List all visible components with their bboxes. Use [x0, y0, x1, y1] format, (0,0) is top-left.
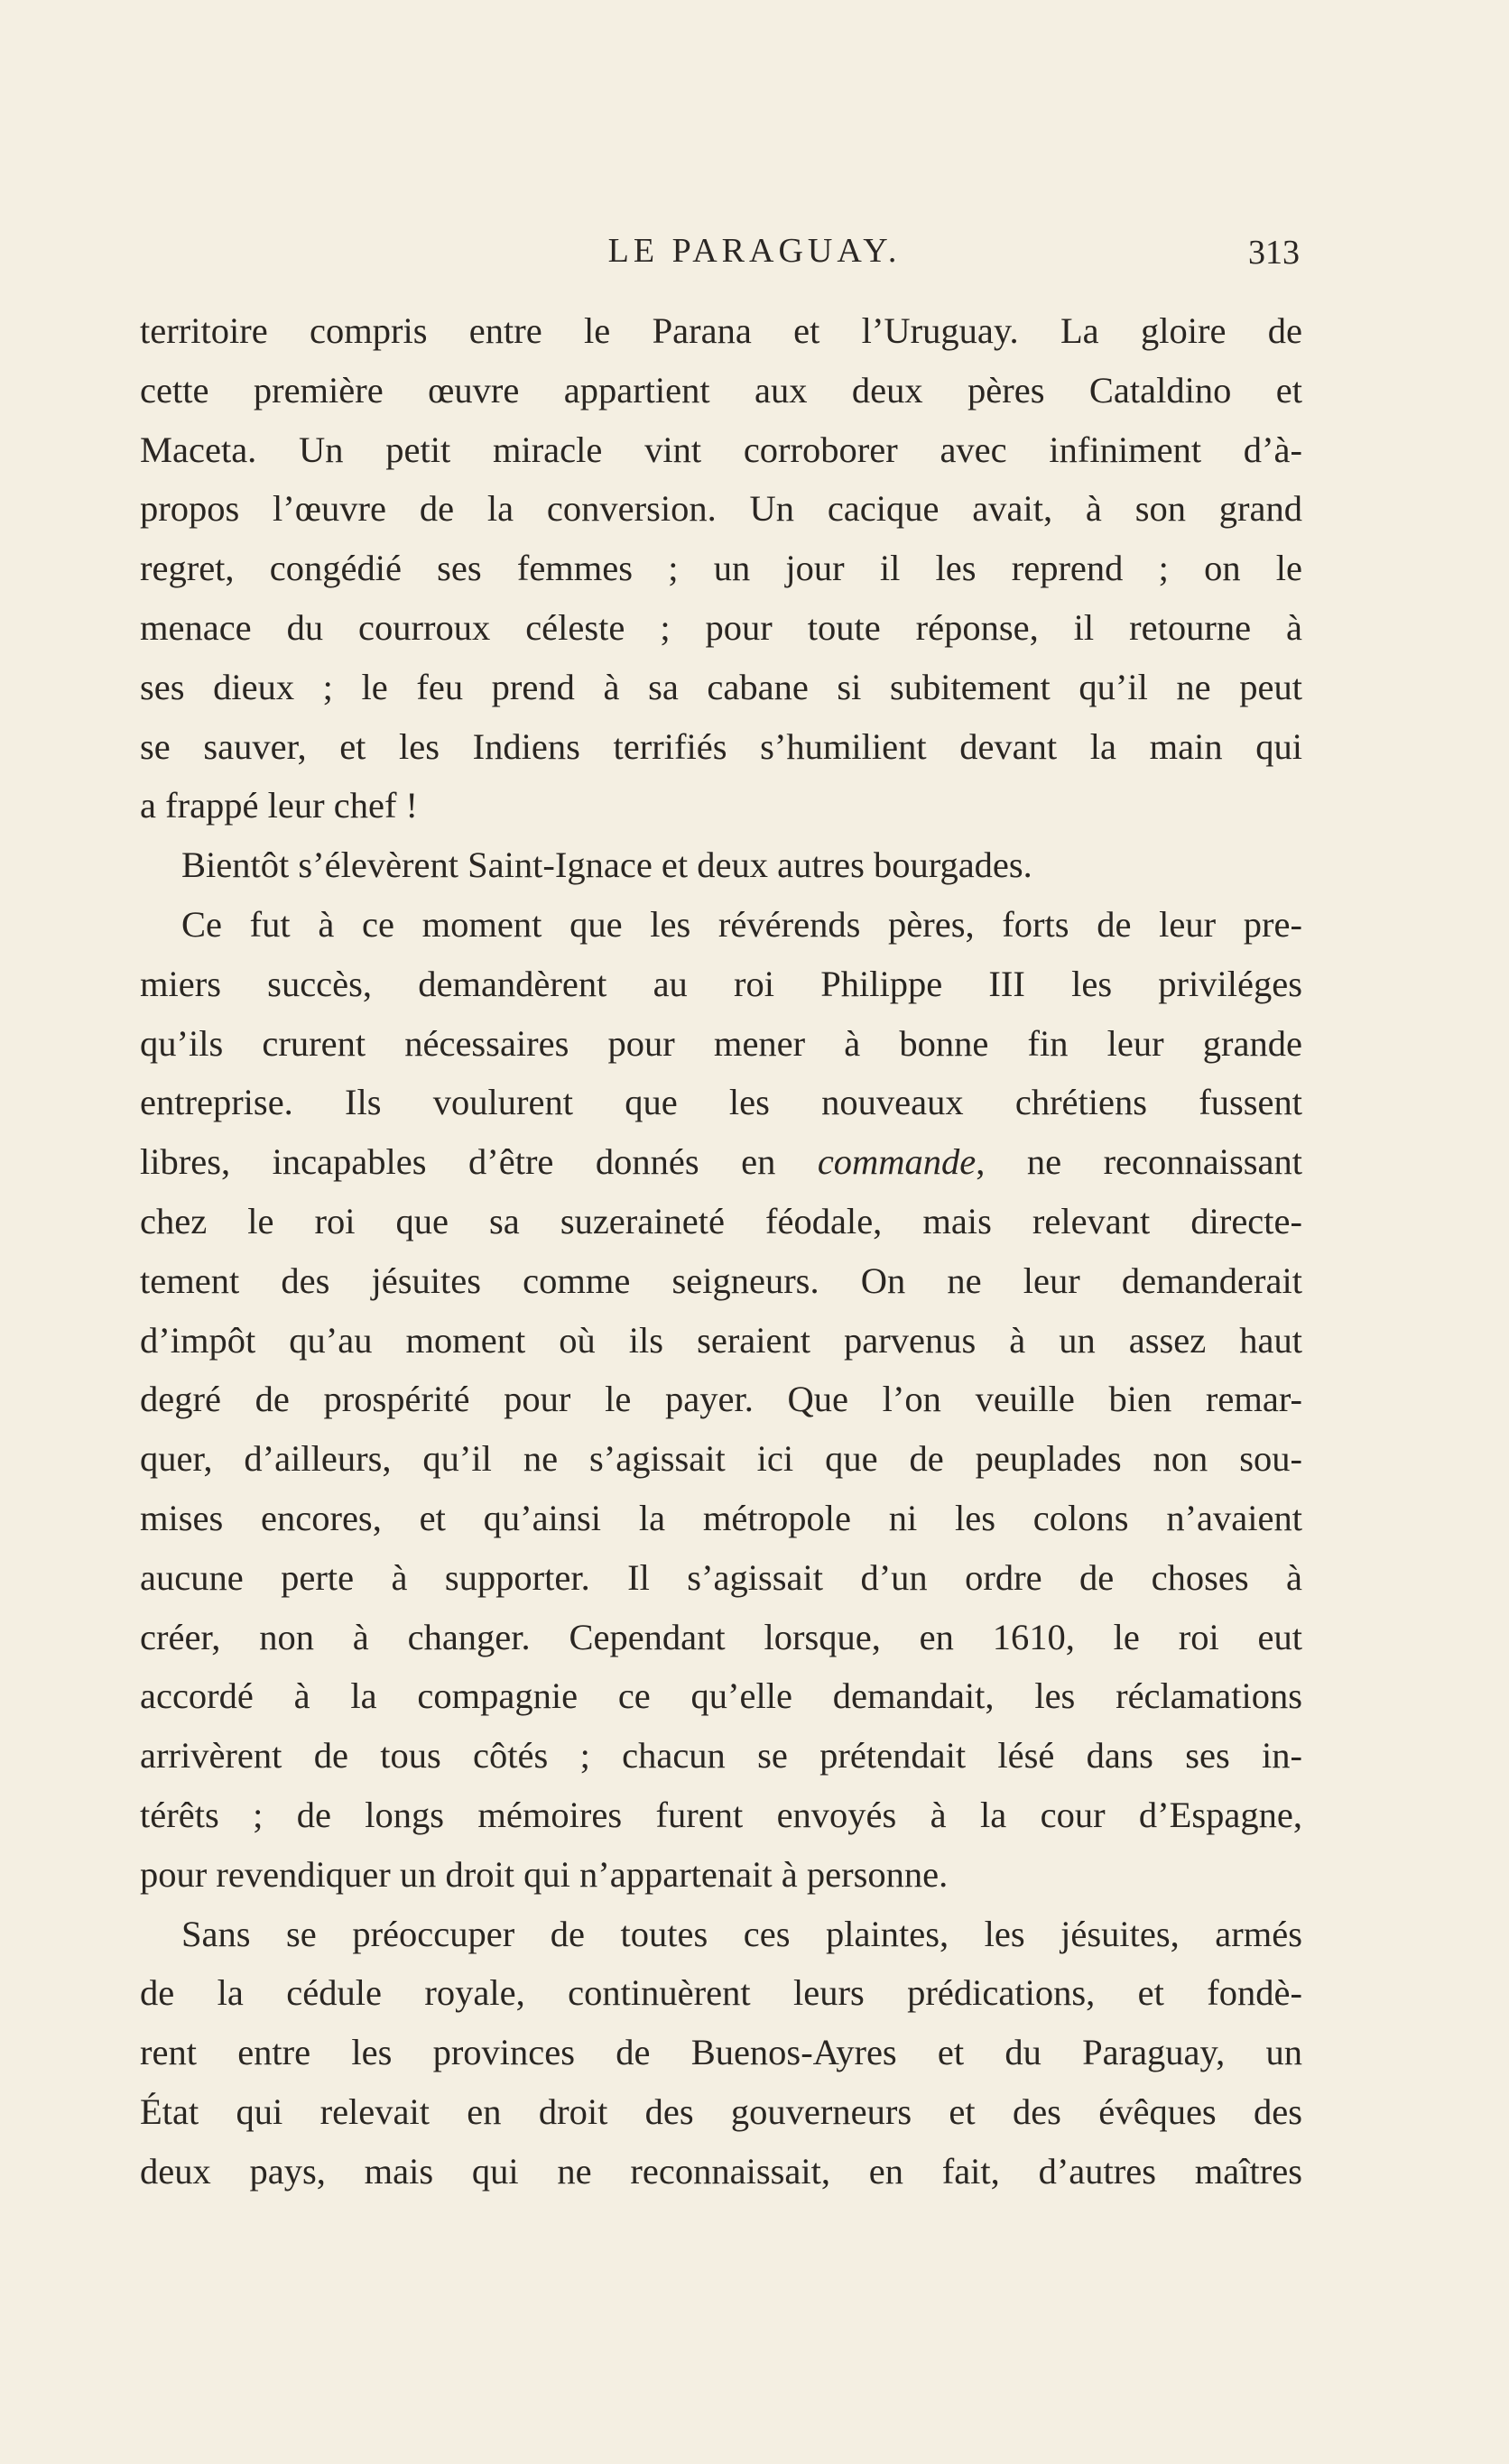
text-line: Ce fut à ce moment que les révérends pères, forts de leur pre- [181, 903, 1302, 945]
text-line: tement des jésuites comme seigneurs. On ne leur demanderait [140, 1260, 1302, 1301]
text-line: regret, congédié ses femmes ; un jour il les reprend ; on le [140, 548, 1302, 589]
text-line: État qui relevait en droit des gouverneurs et des évêques des [140, 2090, 1302, 2132]
text-line: arrivèrent de tous côtés ; chacun se prétendait lésé dans ses in- [140, 1735, 1302, 1776]
running-head [0, 224, 1509, 278]
text-line: entreprise. Ils voulurent que les nouveaux chrétiens fussent [140, 1082, 1302, 1123]
text-fragment: , ne reconnaissant [976, 1141, 1302, 1183]
text-line: miers succès, demandèrent au roi Philippe III les priviléges [140, 963, 1302, 1004]
text-line [140, 1132, 1302, 1192]
text-line: menace du courroux céleste ; pour toute réponse, il retourne à [140, 606, 1302, 648]
text-line: Sans se préoccuper de toutes ces plaintes, les jésuites, armés [181, 1913, 1302, 1954]
text-line: territoire compris entre le Parana et l’Uruguay. La gloire de [140, 310, 1302, 351]
text-line: térêts ; de longs mémoires furent envoyés à la cour d’Espagne, [140, 1794, 1302, 1835]
text-line: se sauver, et les Indiens terrifiés s’humilient devant la main qui [140, 725, 1302, 767]
text-line: degré de prospérité pour le payer. Que l’on veuille bien remar- [140, 1379, 1302, 1420]
text-line: ses dieux ; le feu prend à sa cabane si subitement qu’il ne peut [140, 666, 1302, 707]
text-line: d’impôt qu’au moment où ils seraient parvenus à un assez haut [140, 1319, 1302, 1361]
page-number: 313 [1248, 234, 1300, 272]
text-line: aucune perte à supporter. Il s’agissait d’un ordre de choses à [140, 1556, 1302, 1598]
text-line: de la cédule royale, continuèrent leurs prédications, et fondè- [140, 1972, 1302, 2014]
text-line: qu’ils crurent nécessaires pour mener à bonne fin leur grande [140, 1022, 1302, 1064]
text-line: cette première œuvre appartient aux deux pères Cataldino et [140, 369, 1302, 411]
text-line: pour revendiquer un droit qui n’appartenait à personne. [140, 1853, 949, 1895]
text-line: propos l’œuvre de la conversion. Un cacique avait, à son grand [140, 488, 1302, 530]
text-line: créer, non à changer. Cependant lorsque, en 1610, le roi eut [140, 1616, 1302, 1657]
text-line: accordé à la compagnie ce qu’elle demandait, les réclamations [140, 1675, 1302, 1717]
italic-term: commande [817, 1141, 977, 1183]
text-line: mises encores, et qu’ainsi la métropole ni les colons n’avaient [140, 1497, 1302, 1538]
text-line: Bientôt s’élevèrent Saint-Ignace et deux autres bourgades. [181, 844, 1032, 886]
text-line: rent entre les provinces de Buenos-Ayres et du Paraguay, un [140, 2032, 1302, 2073]
text-line: quer, d’ailleurs, qu’il ne s’agissait ici que de peuplades non sou- [140, 1438, 1302, 1480]
text-line: chez le roi que sa suzeraineté féodale, mais relevant directe- [140, 1200, 1302, 1241]
text-fragment: libres, incapables d’être donnés en [140, 1141, 776, 1183]
body-text [140, 301, 1302, 2201]
text-line: deux pays, mais qui ne reconnaissait, en fait, d’autres maîtres [140, 2150, 1302, 2192]
text-line: Maceta. Un petit miracle vint corroborer avec infiniment d’à- [140, 429, 1302, 470]
text-line: a frappé leur chef ! [140, 785, 419, 826]
running-title: LE PARAGUAY. [607, 232, 902, 270]
